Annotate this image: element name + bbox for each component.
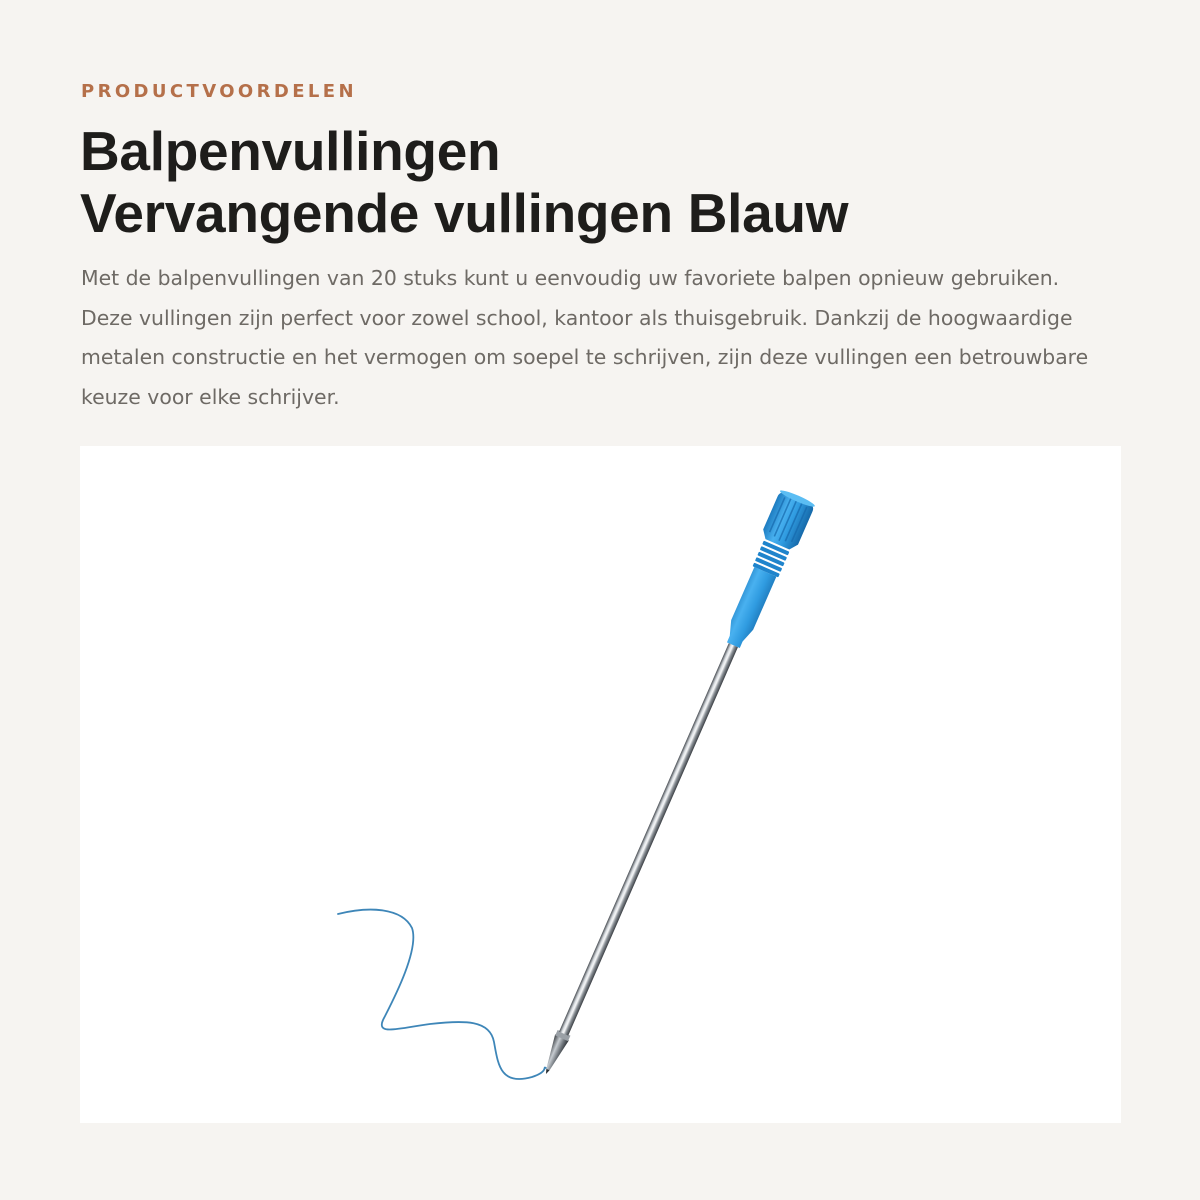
title-line-2: Vervangende vullingen Blauw [80,182,849,244]
title-line-1: Balpenvullingen [80,120,501,182]
refill-cone [541,1034,569,1072]
metal-tube [559,643,738,1036]
ink-scribble [338,910,546,1079]
product-description: Met de balpenvullingen van 20 stuks kunt u eenvoudig uw favoriete balpen opnieuw gebruiken. Deze vullingen zijn perfect voor zowel school, kantoor als thuisgebruik. Dankzij de hoogwaardige metalen constructie en het vermogen om soepel te schrijven, zijn deze vullingen een betrouwbare keuze voor elke schrijver. [81,266,1089,409]
refill-pen [529,488,816,1081]
page-title [80,120,848,244]
blue-cap-base [722,567,776,650]
section-eyebrow: PRODUCTVOORDELEN [81,81,357,102]
ballpoint-refill-illustration [80,446,1121,1123]
product-image [80,446,1121,1123]
